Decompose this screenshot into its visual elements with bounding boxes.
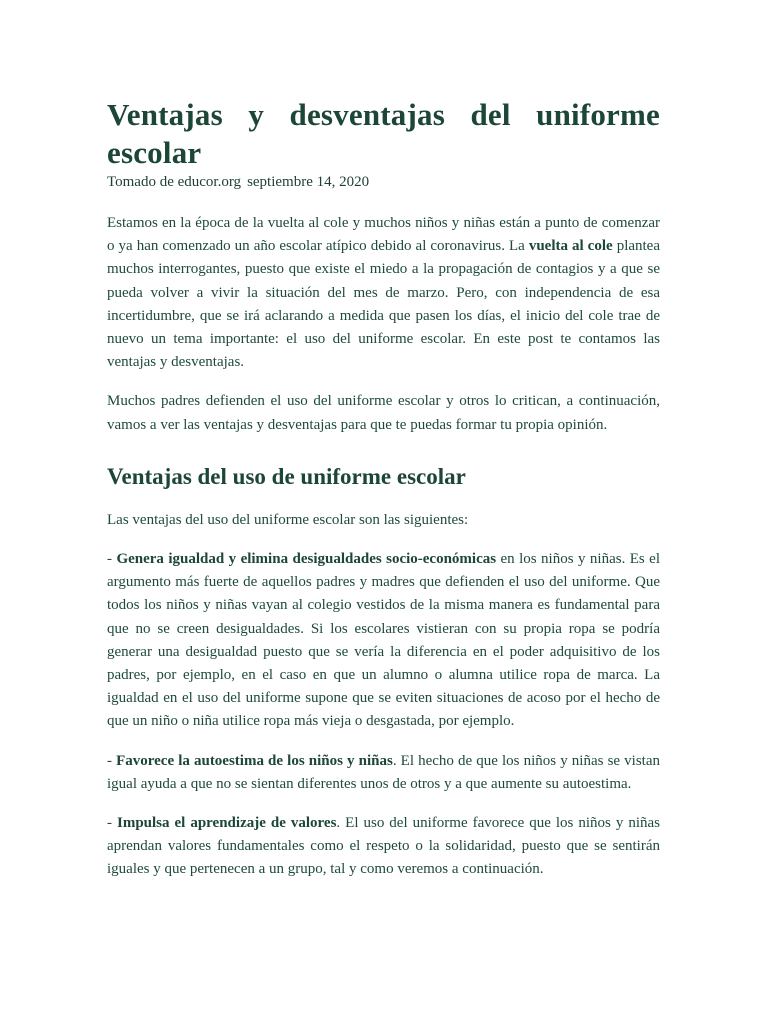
article-date: septiembre 14, 2020 [247, 174, 370, 190]
advantage-title: Favorece la autoestima de los niños y niñas [116, 752, 393, 769]
intro-paragraph [107, 212, 660, 374]
section-lead: Las ventajas del uso del uniforme escolar son las siguientes: [107, 511, 469, 528]
advantage-text: . El hecho de que los niños y niñas se vistan igual ayuda a que no se sientan diferentes unos de otros y a que aumente su autoestima. [107, 752, 660, 792]
advantage-dash: - [107, 815, 117, 832]
article [107, 96, 660, 882]
second-paragraph: Muchos padres defienden el uso del uniforme escolar y otros lo critican, a continuación, vamos a ver las ventajas y desventajas para que te puedas formar tu propia opinión. [107, 393, 660, 433]
advantage-text: en los niños y niñas. Es el argumento más fuerte de aquellos padres y madres que defienden el uso del uniforme. Que todos los niños y niñas vayan al colegio vestidos de la misma manera es fundamental para que no se creen desigualdades. Si los escolares vistieran con su propia ropa se podría generar una desigualdad puesto que se vería la diferencia en el poder adquisitivo de los padres, por ejemplo, en el caso en que un alumno o alumna utilice ropa de marca. La igualdad en el uso del uniforme supone que se eviten situaciones de acoso por el hecho de que un niño o niña utilice ropa más vieja o desgastada, por ejemplo. [107, 551, 661, 730]
article-meta [107, 172, 660, 192]
advantage-title: Impulsa el aprendizaje de valores [117, 815, 337, 832]
advantage-item [107, 750, 660, 796]
intro-text-part1: Estamos en la época de la vuelta al cole y muchos niños y niñas están a punto de comenzar o ya han comenzado un año escolar atípico debido al coronavirus. La [107, 215, 660, 255]
vuelta-al-cole-link[interactable]: vuelta al cole [528, 238, 613, 255]
advantage-dash: - [107, 551, 117, 568]
intro-text-part2: plantea muchos interrogantes, puesto que existe el miedo a la propagación de contagios y a que se pueda volver a vivir la situación del mes de marzo. Pero, con independencia de esa incertidumbre, que se irá aclarando a medida que pasen los días, el inicio del cole trae de nuevo un tema importante: el uso del uniforme escolar. En este post te contamos las ventajas y desventajas. [107, 238, 660, 371]
advantage-item [107, 548, 660, 734]
advantage-item [107, 812, 660, 882]
section-heading: Ventajas del uso de uniforme escolar [107, 463, 466, 489]
advantage-dash: - [107, 752, 117, 769]
advantage-text: . El uso del uniforme favorece que los niños y niñas aprendan valores fundamentales como el respeto o la solidaridad, puesto que se sentirán iguales y que pertenecen a un grupo, tal y como veremos a continuación. [107, 815, 661, 878]
advantage-title: Genera igualdad y elimina desigualdades socio-económicas [116, 551, 497, 568]
article-source: Tomado de educor.org [107, 174, 242, 190]
article-title: Ventajas y desventajas del uniforme escolar [107, 97, 660, 170]
